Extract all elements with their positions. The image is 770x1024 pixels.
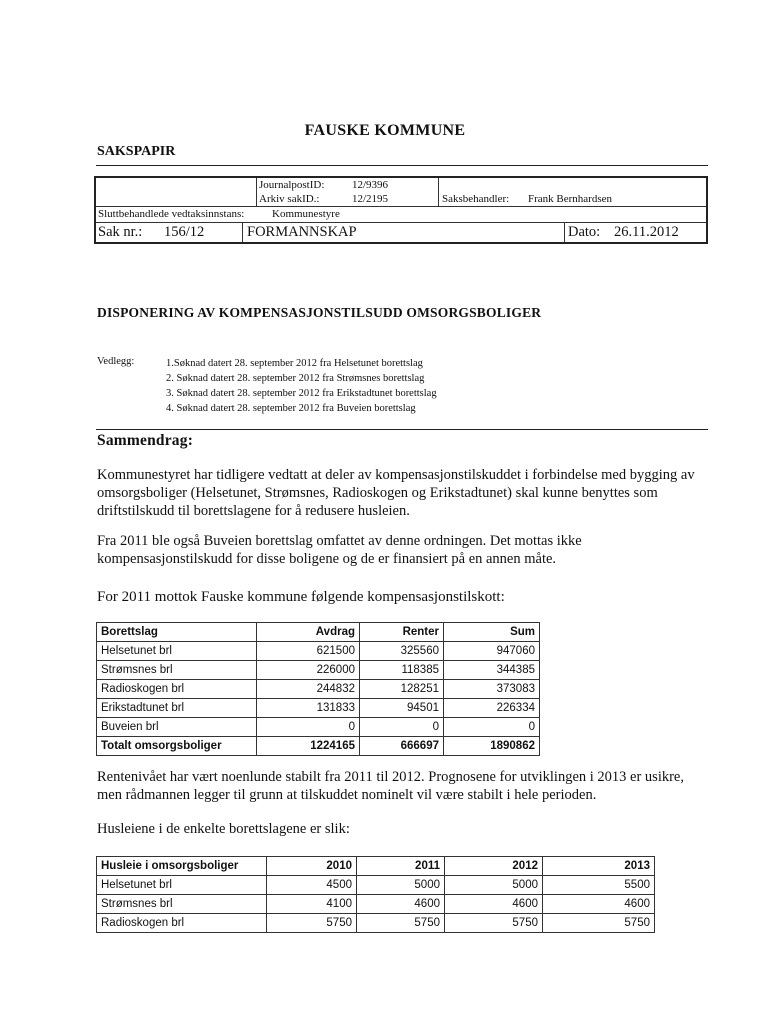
attachment-item: 4. Søknad datert 28. september 2012 fra Buveien borettslag (166, 403, 416, 414)
table-cell: 4600 (357, 895, 445, 914)
table-cell: 5750 (357, 914, 445, 933)
table-row (97, 699, 540, 718)
column-header: Husleie i omsorgsboliger (97, 857, 267, 876)
meta-divider (242, 222, 243, 242)
table-cell: Strømsnes brl (97, 661, 257, 680)
table-cell: 131833 (257, 699, 360, 718)
case-number-label: Sak nr.: (98, 224, 143, 240)
table-cell: 4500 (267, 876, 357, 895)
document-type: SAKSPAPIR (97, 144, 176, 159)
date-label: Dato: (568, 224, 601, 240)
table-cell: 5000 (445, 876, 543, 895)
table-cell: 0 (444, 718, 540, 737)
column-header: 2013 (543, 857, 655, 876)
column-header: 2011 (357, 857, 445, 876)
table-cell: Erikstadtunet brl (97, 699, 257, 718)
meta-divider (256, 178, 257, 206)
case-number-value: 156/12 (164, 224, 205, 240)
table-row (97, 661, 540, 680)
table-row (97, 914, 655, 933)
final-body-label: Sluttbehandlede vedtaksinnstans: (98, 208, 245, 220)
summary-paragraph-4: Rentenivået har vært noenlunde stabilt fra 2011 til 2012. Prognosene for utviklingen i 2013 er usikre, men rådmannen legger til grunn at tilskuddet nominelt vil være stabilt i hele perioden. (97, 769, 684, 803)
table-cell: 4100 (267, 895, 357, 914)
table-cell: 5000 (357, 876, 445, 895)
table-row (97, 876, 655, 895)
attachments-label: Vedlegg: (97, 356, 135, 367)
summary-paragraph-1: Kommunestyret har tidligere vedtatt at deler av kompensasjonstilskuddet i forbindelse med bygging av omsorgsboliger (Helsetunet, Strømsnes, Radioskogen og Erikstadtunet) skal kunne benyttes som driftstilskudd til borettslagene for å redusere husleien. (97, 467, 695, 519)
attachment-item: 1.Søknad datert 28. september 2012 fra Helsetunet borettslag (166, 358, 423, 369)
summary-heading: Sammendrag: (97, 432, 194, 449)
attachment-item: 3. Søknad datert 28. september 2012 fra Erikstadtunet borettslag (166, 388, 437, 399)
table-cell: 666697 (360, 737, 444, 756)
archive-value: 12/2195 (352, 193, 389, 205)
committee-name: FORMANNSKAP (247, 224, 357, 240)
table-cell: 947060 (444, 642, 540, 661)
column-header: Renter (360, 623, 444, 642)
case-officer-value: Frank Bernhardsen (528, 193, 613, 205)
column-header: 2010 (267, 857, 357, 876)
table-cell: 128251 (360, 680, 444, 699)
table-cell: Totalt omsorgsboliger (97, 737, 257, 756)
case-officer-label: Saksbehandler: (442, 193, 510, 205)
summary-divider (96, 429, 708, 430)
table-row (97, 718, 540, 737)
table-cell: Buveien brl (97, 718, 257, 737)
table-row (97, 895, 655, 914)
date-value: 26.11.2012 (614, 224, 679, 240)
table-cell: 4600 (543, 895, 655, 914)
table-row (97, 680, 540, 699)
table-cell: 325560 (360, 642, 444, 661)
column-header: Avdrag (257, 623, 360, 642)
column-header: Sum (444, 623, 540, 642)
journalpost-value: 12/9396 (352, 179, 389, 191)
table-cell: 244832 (257, 680, 360, 699)
table-cell: 373083 (444, 680, 540, 699)
meta-divider (96, 222, 706, 223)
table-cell: 5500 (543, 876, 655, 895)
table-cell: Strømsnes brl (97, 895, 267, 914)
attachments-list (166, 356, 437, 416)
column-header: Borettslag (97, 623, 257, 642)
summary-paragraph-3: For 2011 mottok Fauske kommune følgende kompensasjonstilskott: (97, 589, 505, 605)
journalpost-label: JournalpostID: (259, 179, 325, 191)
table-cell: 5750 (543, 914, 655, 933)
table-cell: 94501 (360, 699, 444, 718)
document-heading: DISPONERING AV KOMPENSASJONSTILSUDD OMSORGSBOLIGER (97, 305, 542, 320)
table-cell: Helsetunet brl (97, 642, 257, 661)
table-cell: 0 (257, 718, 360, 737)
column-header: 2012 (445, 857, 543, 876)
table-cell: 344385 (444, 661, 540, 680)
attachment-item: 2. Søknad datert 28. september 2012 fra Strømsnes borettslag (166, 373, 425, 384)
final-body-value: Kommunestyre (272, 208, 340, 220)
table-cell: 226000 (257, 661, 360, 680)
table-header-row (97, 857, 655, 876)
table-cell: 226334 (444, 699, 540, 718)
table-row (97, 642, 540, 661)
table-cell: Radioskogen brl (97, 680, 257, 699)
meta-divider (438, 178, 439, 206)
table-cell: 5750 (445, 914, 543, 933)
meta-divider (96, 206, 706, 207)
compensation-table (96, 622, 540, 756)
table-cell: 118385 (360, 661, 444, 680)
table-cell: 4600 (445, 895, 543, 914)
header-divider (96, 165, 708, 166)
organization-title: FAUSKE KOMMUNE (304, 122, 466, 139)
meta-divider (564, 222, 565, 242)
table-cell: 0 (360, 718, 444, 737)
table-cell: Helsetunet brl (97, 876, 267, 895)
table-cell: 1224165 (257, 737, 360, 756)
table-cell: 1890862 (444, 737, 540, 756)
table-cell: 621500 (257, 642, 360, 661)
archive-label: Arkiv sakID.: (259, 193, 320, 205)
rent-table (96, 856, 655, 933)
table-cell: 5750 (267, 914, 357, 933)
table-header-row (97, 623, 540, 642)
summary-paragraph-2: Fra 2011 ble også Buveien borettslag omfattet av denne ordningen. Det mottas ikke kompensasjonstilskudd for disse boligene og de er finansiert på en annen måte. (97, 533, 582, 567)
summary-paragraph-5: Husleiene i de enkelte borettslagene er slik: (97, 821, 350, 837)
table-cell: Radioskogen brl (97, 914, 267, 933)
table-total-row (97, 737, 540, 756)
